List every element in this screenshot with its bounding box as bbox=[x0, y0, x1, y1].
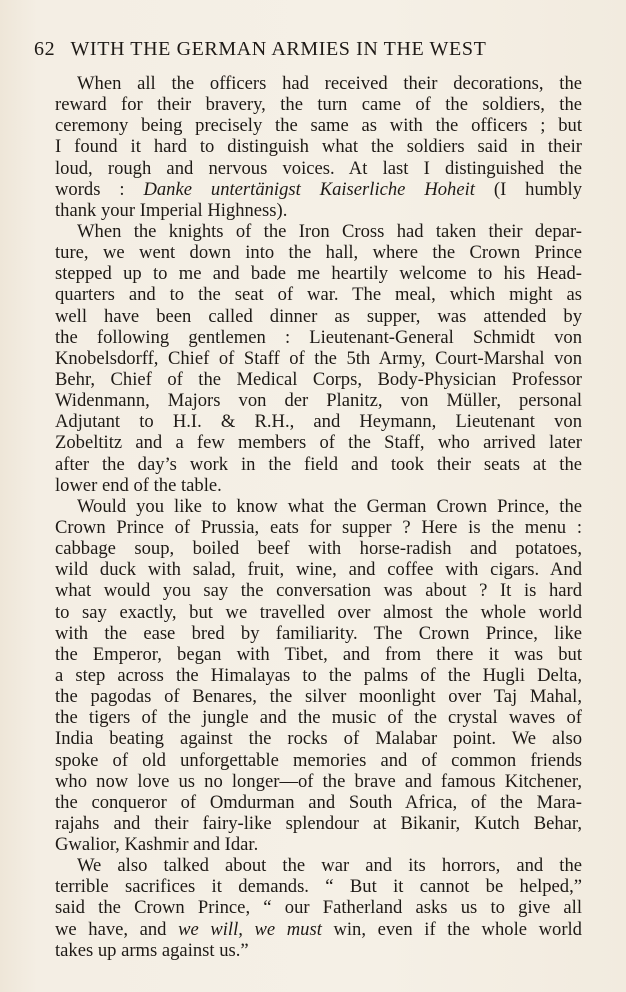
text-line: stepped up to me and bade me heartily welcome to his Head- bbox=[55, 263, 582, 285]
text-line: the tigers of the jungle and the music of the crystal waves of bbox=[55, 707, 582, 729]
text-line: what would you say the conversation was about ? It is hard bbox=[55, 580, 582, 602]
text-line: with the ease bred by familiarity. The Crown Prince, like bbox=[55, 622, 582, 644]
italic-phrase: we will, we must bbox=[178, 918, 322, 940]
text-line: Behr, Chief of the Medical Corps, Body-Physician Professor bbox=[55, 368, 582, 390]
text-line: the following gentlemen : Lieutenant-General Schmidt von bbox=[55, 326, 582, 348]
text-line: wild duck with salad, fruit, wine, and coffee with cigars. And bbox=[55, 559, 582, 581]
text-segment: win, even if the whole world bbox=[321, 918, 582, 940]
text-line: takes up arms against us.” bbox=[55, 939, 249, 961]
text-line: to say exactly, but we travelled over almost the whole world bbox=[55, 601, 582, 623]
text-line: loud, rough and nervous voices. At last I distinguished the bbox=[55, 157, 582, 179]
text-line: quarters and to the seat of war. The meal, which might as bbox=[55, 284, 582, 306]
text-line: I found it hard to distinguish what the soldiers said in their bbox=[55, 136, 582, 158]
text-line: Adjutant to H.I. & R.H., and Heymann, Lieutenant von bbox=[55, 411, 582, 433]
text-segment: we have, and bbox=[55, 918, 179, 940]
paragraph bbox=[55, 221, 582, 496]
text-line bbox=[55, 179, 582, 200]
text-line: rajahs and their fairy-like splendour at Bikanir, Kutch Behar, bbox=[55, 812, 582, 834]
text-line: lower end of the table. bbox=[55, 474, 222, 496]
text-line: after the day’s work in the field and took their seats at the bbox=[55, 453, 582, 475]
text-line: spoke of old unforgettable memories and of common friends bbox=[55, 749, 582, 771]
text-line bbox=[55, 919, 582, 940]
text-line: terrible sacrifices it demands. “ But it cannot be helped,” bbox=[55, 876, 582, 898]
page-number: 62 bbox=[34, 38, 56, 60]
italic-phrase: Danke untertänigst Kaiserliche Hoheit bbox=[143, 178, 475, 200]
text-line: well have been called dinner as supper, was attended by bbox=[55, 305, 582, 327]
text-line: thank your Imperial Highness). bbox=[55, 199, 288, 221]
text-line: who now love us no longer—of the brave and famous Kitchener, bbox=[55, 770, 582, 792]
paragraph bbox=[55, 496, 582, 855]
text-line: India beating against the rocks of Malabar point. We also bbox=[55, 728, 582, 750]
text-line: When all the officers had received their decorations, the bbox=[77, 73, 582, 94]
text-line: Zobeltitz and a few members of the Staff, who arrived later bbox=[55, 432, 582, 454]
paragraph bbox=[55, 73, 582, 221]
text-line: reward for their bravery, the turn came of the soldiers, the bbox=[55, 94, 582, 116]
text-line: ceremony being precisely the same as with the officers ; but bbox=[55, 115, 582, 137]
text-line: a step across the Himalayas to the palms of the Hugli Delta, bbox=[55, 664, 582, 686]
running-title: WITH THE GERMAN ARMIES IN THE WEST bbox=[70, 38, 487, 60]
text-line: Knobelsdorff, Chief of Staff of the 5th Army, Court-Marshal von bbox=[55, 347, 582, 369]
paragraph bbox=[55, 855, 582, 961]
text-segment: (I humbly bbox=[474, 178, 582, 200]
text-line: cabbage soup, boiled beef with horse-radish and potatoes, bbox=[55, 538, 582, 560]
text-line: said the Crown Prince, “ our Fatherland asks us to give all bbox=[55, 897, 582, 919]
text-line: the pagodas of Benares, the silver moonlight over Taj Mahal, bbox=[55, 686, 582, 708]
body-text bbox=[55, 73, 582, 961]
text-line: ture, we went down into the hall, where the Crown Prince bbox=[55, 242, 582, 264]
text-line: Widenmann, Majors von der Planitz, von Müller, personal bbox=[55, 390, 582, 412]
text-line: Crown Prince of Prussia, eats for supper ? Here is the menu : bbox=[55, 516, 582, 538]
text-line: the Emperor, began with Tibet, and from there it was but bbox=[55, 643, 582, 665]
text-line: When the knights of the Iron Cross had taken their depar- bbox=[77, 220, 582, 242]
text-line: We also talked about the war and its horrors, and the bbox=[77, 855, 582, 877]
running-header bbox=[34, 38, 594, 64]
text-segment: words : bbox=[55, 178, 144, 200]
text-line: Would you like to know what the German Crown Prince, the bbox=[77, 495, 582, 517]
text-line: the conqueror of Omdurman and South Africa, of the Mara- bbox=[55, 791, 582, 813]
text-line: Gwalior, Kashmir and Idar. bbox=[55, 834, 259, 856]
